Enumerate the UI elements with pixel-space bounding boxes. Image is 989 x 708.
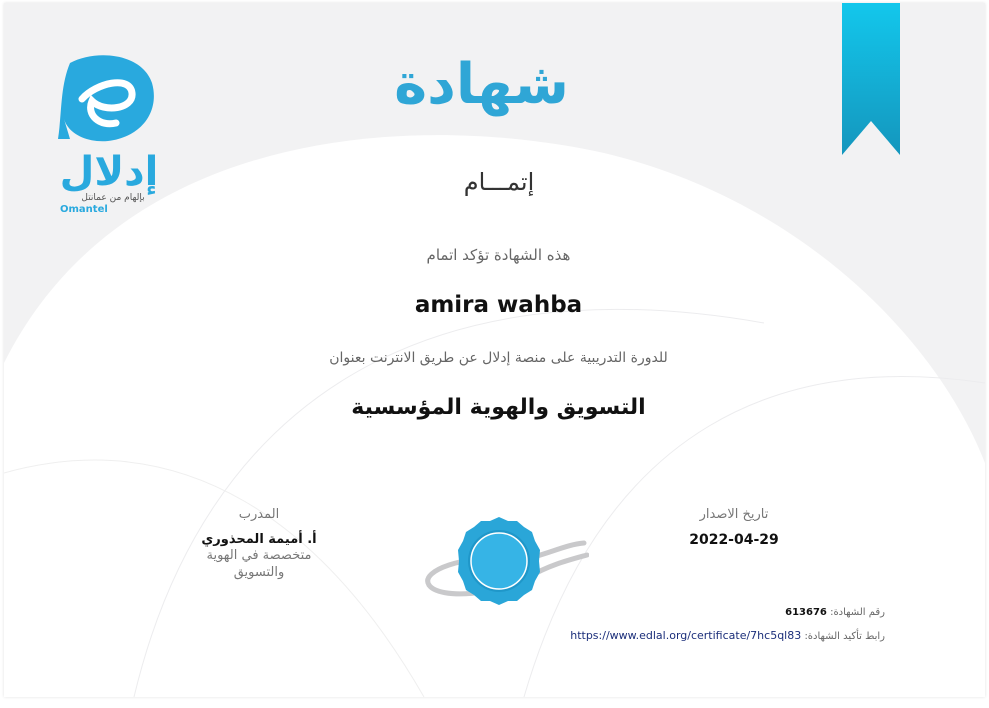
trainer-name: أ. أميمة المحذوري — [201, 532, 317, 547]
confirm-text: هذه الشهادة تؤكد اتمام — [426, 246, 571, 264]
logo-tagline: بإلهام من عمانتل — [81, 193, 145, 203]
seal-icon — [409, 515, 589, 615]
certificate-link-row — [570, 629, 885, 642]
trainer-label: المدرب — [238, 507, 280, 522]
certificate-subtitle: إتمـــام — [463, 168, 535, 196]
recipient-name: amira wahba — [414, 292, 583, 318]
logo-wordmark: إدلال — [59, 149, 159, 195]
issue-date: 2022-04-29 — [689, 532, 779, 548]
issue-block — [659, 507, 809, 548]
certificate-title: شهادة — [394, 52, 569, 117]
certificate-number-label: رقم الشهادة: — [830, 607, 885, 618]
course-intro: للدورة التدريبية على منصة إدلال عن طريق الانترنت بعنوان — [329, 350, 668, 366]
trainer-block — [194, 507, 324, 581]
trainer-role: متخصصة في الهوية والتسويق — [206, 548, 312, 580]
certificate-number-row — [785, 607, 885, 618]
certificate — [4, 3, 985, 697]
issue-label: تاريخ الاصدار — [699, 507, 769, 522]
certificate-link[interactable]: https://www.edlal.org/certificate/7hc5ql83 — [570, 629, 802, 642]
course-title: التسويق والهوية المؤسسية — [351, 395, 646, 420]
edlal-logo-icon — [56, 53, 156, 145]
certificate-number: 613676 — [785, 607, 827, 618]
certificate-link-label: رابط تأكيد الشهادة: — [804, 631, 885, 642]
bookmark-ribbon-icon — [842, 3, 902, 155]
logo-brand: Omantel — [60, 204, 108, 215]
